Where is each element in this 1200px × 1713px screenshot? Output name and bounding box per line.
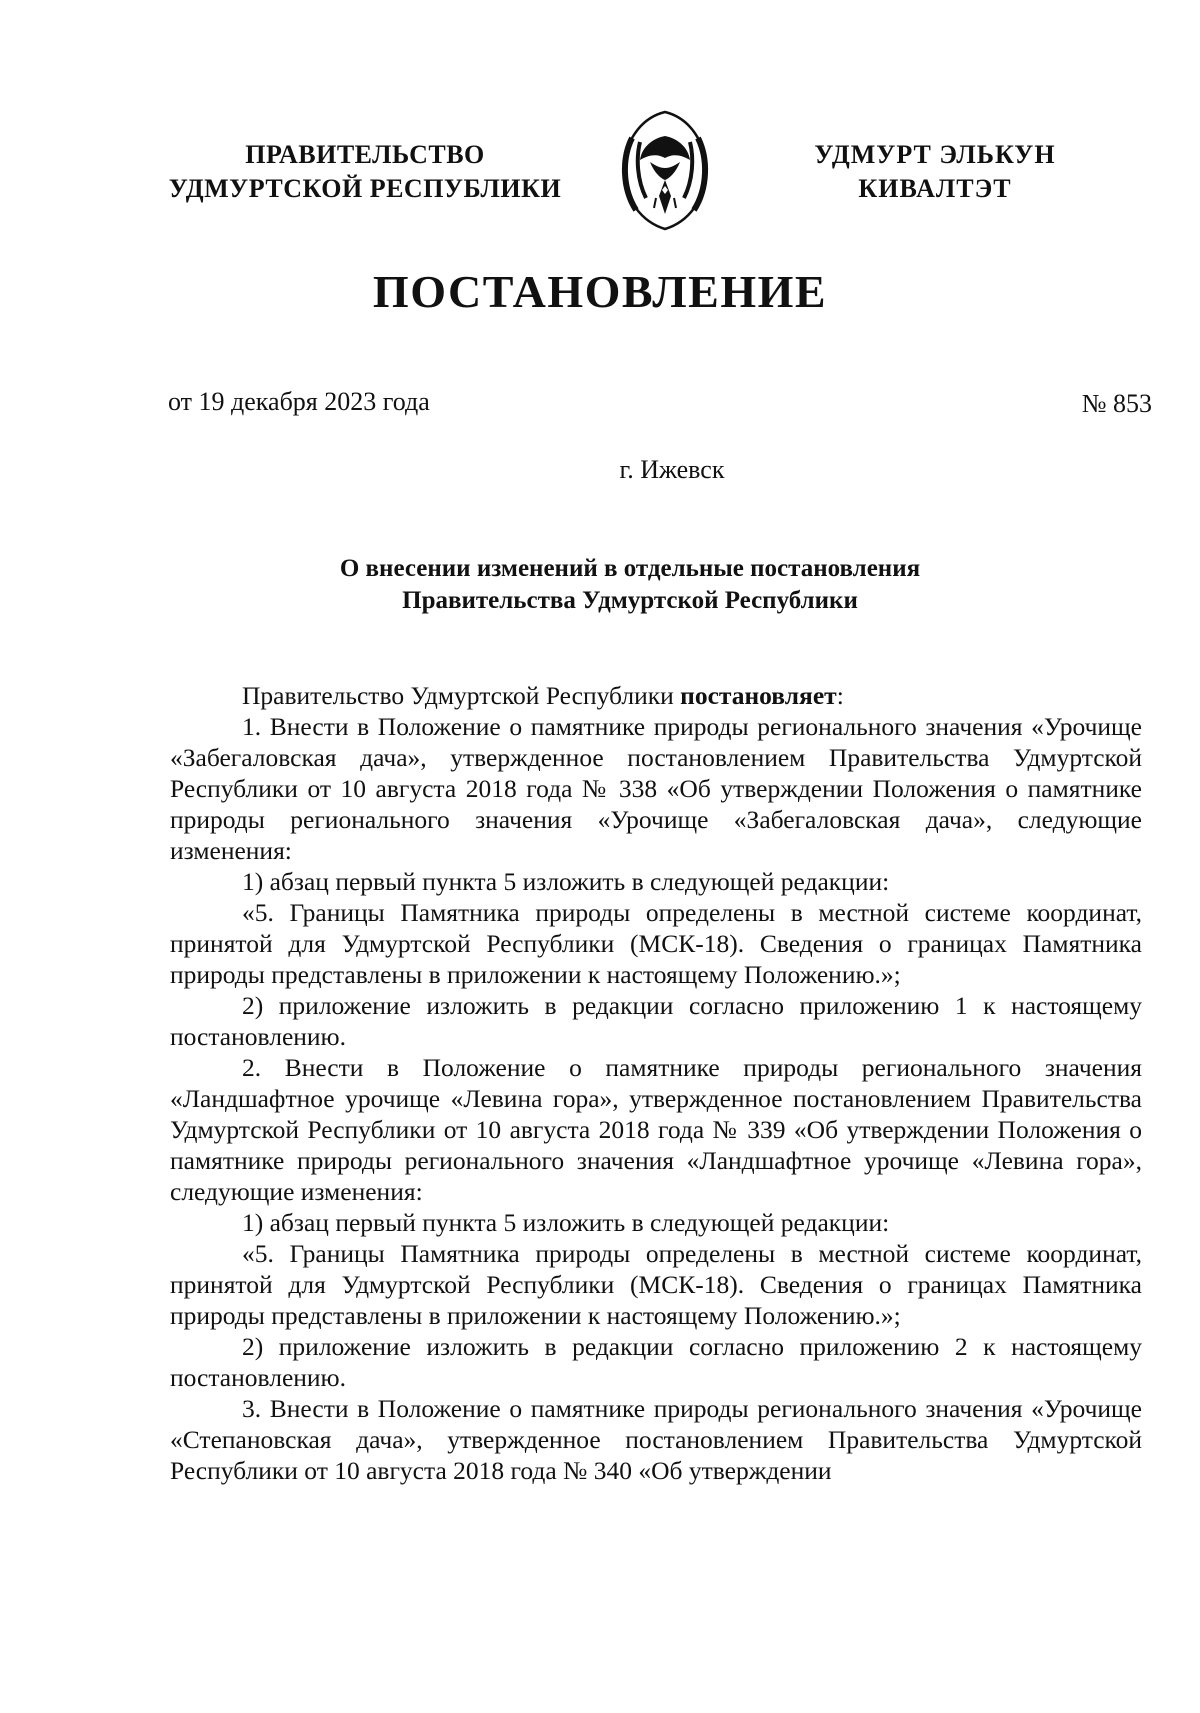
body-paragraph: «5. Границы Памятника природы определены в местной системе координат, принятой для Удмуртской Республики (МСК-18). Сведения о границах Памятника природы представлены в приложении к настоящему Положению.»;	[170, 898, 1142, 989]
issuer-russian-line2: УДМУРТСКОЙ РЕСПУБЛИКИ	[168, 174, 562, 203]
document-title-line2: Правительства Удмуртской Республики	[402, 587, 858, 614]
document-city: г. Ижевск	[619, 455, 725, 484]
body-paragraph: 1) абзац первый пункта 5 изложить в следующей редакции:	[242, 867, 890, 896]
intro-prefix: Правительство Удмуртской Республики	[242, 681, 681, 710]
intro-paragraph	[170, 680, 1142, 711]
document-title	[0, 553, 1200, 617]
issuer-udmurt-line1: УДМУРТ ЭЛЬКУН	[814, 140, 1056, 169]
body-paragraph: «5. Границы Памятника природы определены в местной системе координат, принятой для Удмуртской Республики (МСК-18). Сведения о границах Памятника природы представлены в приложении к настоящему Положению.»;	[170, 1239, 1142, 1330]
document-date: от 19 декабря 2023 года	[168, 387, 430, 416]
udmurt-coat-of-arms-icon	[610, 108, 720, 233]
document-body	[170, 680, 1142, 1486]
issuer-russian-line1: ПРАВИТЕЛЬСТВО	[245, 140, 485, 169]
document-number: № 853	[1081, 389, 1152, 418]
body-paragraph: 2) приложение изложить в редакции согласно приложению 2 к настоящему постановлению.	[170, 1332, 1142, 1392]
issuer-udmurt	[790, 138, 1080, 206]
intro-keyword: постановляет	[680, 681, 837, 710]
body-paragraph: 3. Внести в Положение о памятнике природы регионального значения «Урочище «Степановская дача», утвержденное постановлением Правительства Удмуртской Республики от 10 августа 2018 года № 340 «Об утверждении	[170, 1394, 1142, 1485]
body-paragraph: 1. Внести в Положение о памятнике природы регионального значения «Урочище «Забегаловская дача», утвержденное постановлением Правительства Удмуртской Республики от 10 августа 2018 года № 338 «Об утверждении Положения о памятнике природы регионального значения «Урочище «Забегаловская дача», следующие изменения:	[170, 712, 1142, 865]
body-paragraph: 2. Внести в Положение о памятнике природы регионального значения «Ландшафтное урочище «Левина гора», утвержденное постановлением Правительства Удмуртской Республики от 10 августа 2018 года № 339 «Об утверждении Положения о памятнике природы регионального значения «Ландшафтное урочище «Левина гора», следующие изменения:	[170, 1053, 1142, 1206]
issuer-russian	[150, 138, 580, 206]
issuer-udmurt-line2: КИВАЛТЭТ	[858, 174, 1012, 203]
body-paragraph: 2) приложение изложить в редакции согласно приложению 1 к настоящему постановлению.	[170, 991, 1142, 1051]
document-title-line1: О внесении изменений в отдельные постановления	[339, 555, 921, 582]
document-type: ПОСТАНОВЛЕНИЕ	[372, 266, 828, 317]
body-paragraph: 1) абзац первый пункта 5 изложить в следующей редакции:	[242, 1208, 890, 1237]
intro-suffix: :	[836, 681, 844, 710]
